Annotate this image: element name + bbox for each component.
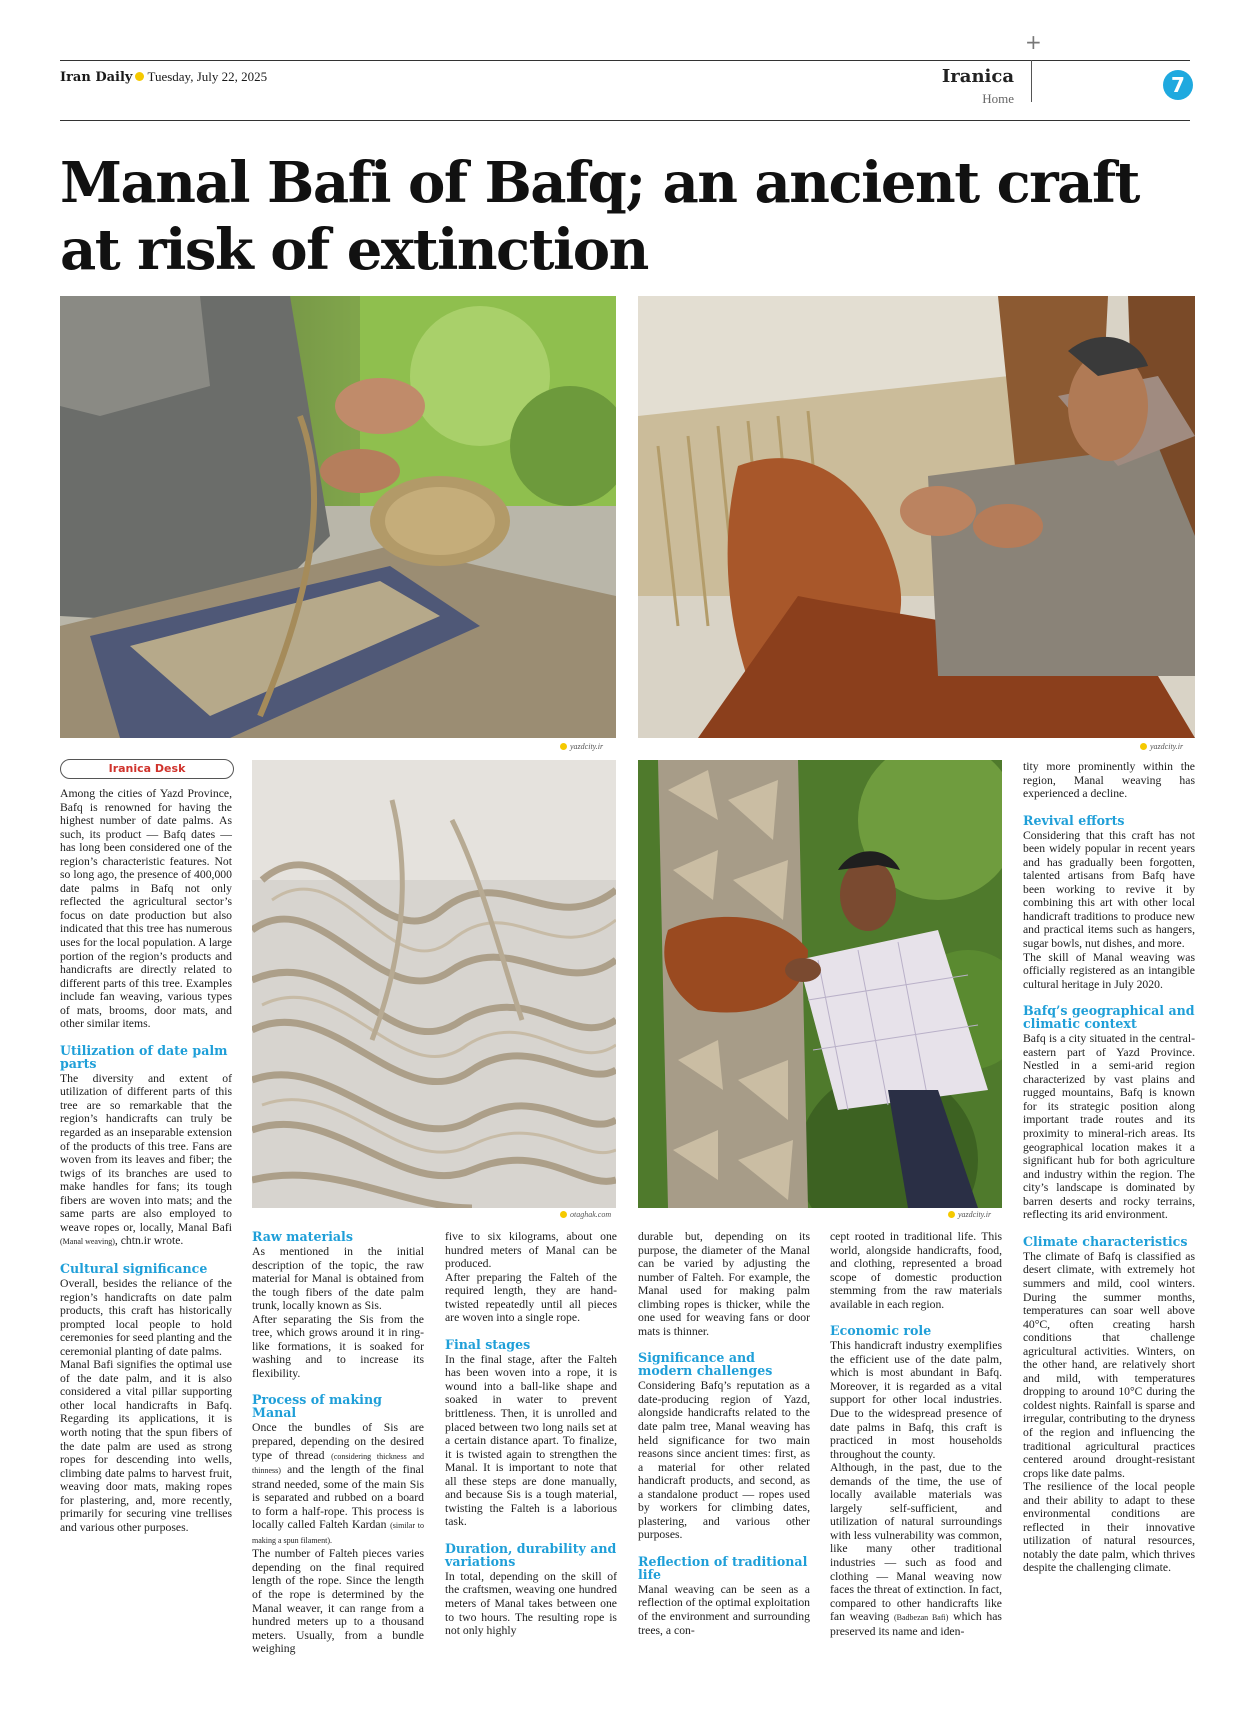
subheading-economic: Economic role (830, 1323, 932, 1339)
subheading-raw-materials: Raw materials (252, 1229, 353, 1244)
paragraph: durable but, depending on its purpose, the diameter of the Manal can be varied by adjusting the number of Falteh. For example, the Manal used for making palm climbing ropes is thicker, while the one used for weaving fans or door mats is thinner. (638, 1230, 810, 1338)
article-column-2 (252, 1230, 424, 1656)
paragraph: The resilience of the local people and their ability to adapt to these environmental conditions are reflected in their innovative utilization of natural resources, notably the date palm, which thrives despite the challenging climate. (1023, 1480, 1195, 1575)
article-column-4 (638, 1230, 810, 1637)
subheading-process: Process of making Manal (252, 1392, 382, 1421)
subheading-duration: Duration, durability and variations (445, 1540, 617, 1569)
header-divider (1031, 60, 1032, 102)
photo-rope-twisting (60, 296, 616, 738)
article-column-6 (1023, 760, 1195, 1575)
photo-fiber-separating-image (638, 296, 1195, 738)
paragraph: Considering that this craft has not been widely popular in recent years and has gradually been forgotten, talented artisans from Bafq have been working to revive it by combining this art with other local handicraft traditions to produce new and practical items such as hangers, sugar bowls, nut dishes, and more. (1023, 828, 1195, 951)
paragraph: In the final stage, after the Falteh has been woven into a rope, it is wound into a ball-like shape and soaked in water to prevent brittleness. Then, it is unrolled and placed between two long nails set at a certain distance apart. To finalize, it is twisted again to strengthen the Manal. It is important to note that all these steps are done manually, and because Sis is a tough material, twisting the Falteh is a laborious task. (445, 1352, 617, 1529)
section-label (942, 66, 1014, 107)
paragraph (830, 1461, 1002, 1638)
credit-dot-icon (948, 1211, 955, 1218)
crop-mark-icon: + (1025, 30, 1042, 54)
paragraph: This handicraft industry exemplifies the efficient use of the date palm, which is most abundant in Bafq. Moreover, it is regarded as a vital support for other local industries. Due to the widespread presence of date palms in Bafq, this craft is practiced in most households throughout the county. (830, 1339, 1002, 1461)
photo-credit-2 (1140, 742, 1183, 751)
credit-dot-icon (560, 743, 567, 750)
photo-coiled-ropes-image (252, 760, 616, 1208)
paragraph: tity more prominently within the region, Manal weaving has experienced a decline. (1023, 760, 1195, 801)
subheading-significance: Significance and modern challenges (638, 1350, 773, 1379)
paragraph-note: (Manal weaving) (60, 1237, 115, 1247)
paragraph: Manal Bafi signifies the optimal use of the date palm, and it is also considered a vital pillar supporting other local handicrafts in Bafq. Regarding its applications, it is worth noting that the spun fibers of the date palm are used as strong ropes for descending into wells, climbing date palms to harvest fruit, weaving door mats, making ropes for plastering, and, more recently, primarily for securing vine trellises and various other purposes. (60, 1358, 232, 1534)
subheading-climate: Climate characteristics (1023, 1233, 1188, 1249)
photo-coiled-ropes (252, 760, 616, 1208)
header-top-rule (60, 60, 1190, 61)
paragraph: In total, depending on the skill of the craftsmen, weaving one hundred meters of Manal takes between one to two hours. The resulting rope is not only highly (445, 1569, 617, 1638)
subheading-geography: Bafq’s geographical and climatic context (1023, 1003, 1195, 1032)
header-masthead (60, 69, 267, 85)
subheading-reflection: Reflection of traditional life (638, 1553, 808, 1582)
byline-badge: Iranica Desk (60, 759, 234, 779)
photo-credit-1 (560, 742, 603, 751)
photo-credit-1-text: yazdcity.ir (570, 742, 604, 751)
subheading-cultural: Cultural significance (60, 1260, 208, 1276)
paragraph: Bafq is a city situated in the central-eastern part of Yazd Province. Nestled in a semi-arid region characterized by vast plains and rugged mountains, Bafq is known for its strategic position along important trade routes and its proximity to mineral-rich areas. Its geographical location makes it a significant hub for both agriculture and industry within the region. The city’s landscape is dominated by barren deserts and rocky terrains, reflecting its arid environment. (1023, 1032, 1195, 1222)
paragraph-text: The diversity and extent of utilization of different parts of this tree are so remarkable that the region’s handicrafts can truly be regarded as an inseparable extension of the products of this tree. Fans are woven from its leaves and fiber; the twigs of its branches are used to make handles for fans; its tough fibers are woven into mats; and the same parts are also employed to weave ropes or, locally, Manal Bafi (60, 1071, 232, 1234)
paragraph: five to six kilograms, about one hundred meters of Manal can be produced. (445, 1230, 617, 1271)
photo-credit-3-text: otaghak.com (570, 1210, 612, 1219)
photo-credit-2-text: yazdcity.ir (1150, 742, 1184, 751)
paragraph (60, 1072, 232, 1249)
paragraph-text: and the length of the final strand needed, some of the main Sis is separated and rubbed on a board to form a half-rope. This process is locally called Falteh Kardan (252, 1463, 424, 1532)
article-column-1 (60, 787, 232, 1534)
article-title: Manal Bafi of Bafq; an ancient craft at risk of extinction (60, 150, 1139, 283)
photo-rope-twisting-image (60, 296, 616, 738)
paragraph: After separating the Sis from the tree, which grows around it in ring-like formations, it is soaked for washing and to increase its flexibility. (252, 1312, 424, 1380)
credit-dot-icon (1140, 743, 1147, 750)
paragraph: The skill of Manal weaving was officially registered as an intangible cultural heritage in July 2020. (1023, 950, 1195, 991)
article-column-5 (830, 1230, 1002, 1638)
paragraph: After preparing the Falteh of the required length, they are hand-twisted repeatedly until all pieces are woven into a single rope. (445, 1270, 617, 1325)
paragraph: Among the cities of Yazd Province, Bafq is renowned for having the highest number of date palms. As such, its product — Bafq dates — has long been considered one of the region’s characteristic features. Not so long ago, the presence of 400,000 date palms in Bafq not only reflected the agricultural sector’s focus on date production but also indicated that this tree has numerous uses for the local population. A large portion of the region’s products and handicrafts are directly related to different parts of this tree. Examples include fan weaving, various types of mats, brooms, door mats, and other similar items. (60, 787, 232, 1031)
paragraph (252, 1421, 424, 1547)
subsection-name: Home (982, 91, 1014, 106)
paragraph: The number of Falteh pieces varies depending on the final required length of the rope. Since the length of the rope is determined by the Manal weaver, it can range from a hundred meters up to a thousand meters. Usually, from a bundle weighing (252, 1547, 424, 1656)
paragraph-text: Although, in the past, due to the demands of the time, the use of locally available materials was largely self-sufficient, and utilization of natural surroundings with less vulnerability was common, like many other traditional industries — such as food and clothing — Manal weaving now faces the threat of extinction. In fact, compared to other handicrafts like fan weaving (830, 1461, 1002, 1624)
paragraph: cept rooted in traditional life. This world, alongside handicrafts, food, and clothing, represented a broad scope of domestic production stemming from the raw materials available in each region. (830, 1230, 1002, 1311)
subheading-revival: Revival efforts (1023, 812, 1125, 828)
paragraph-text: which has preserved its name and iden- (830, 1610, 1002, 1638)
paragraph-note: (similar to making a spun filament). (252, 1521, 425, 1545)
paragraph: As mentioned in the initial description of the topic, the raw material for Manal is obtained from the tough fibers of the date palm trunk, locally known as Sis. (252, 1245, 424, 1313)
page-number-badge: 7 (1163, 70, 1193, 100)
paragraph: The climate of Bafq is classified as desert climate, with extremely hot summers and mild, cool winters. During the summer months, temperatures can soar well above 40°C, often creating harsh conditions that challenge agricultural activities. Winters, on the other hand, are relatively short and mild, with temperatures dropping to around 10°C during the coldest nights. Rainfall is sparse and irregular, contributing to the dryness of the region and influencing the traditional agricultural practices centered around drought-resistant crops like date palms. (1023, 1249, 1195, 1480)
paragraph-text: , chtn.ir wrote. (114, 1234, 184, 1248)
photo-credit-4 (948, 1210, 991, 1219)
header-bottom-rule (60, 120, 1190, 121)
photo-credit-4-text: yazdcity.ir (958, 1210, 992, 1219)
paper-name: Iran Daily (60, 70, 133, 85)
paragraph: Considering Bafq’s reputation as a date-producing region of Yazd, alongside handicrafts related to the date palm tree, Manal weaving has held significance for two main reasons since ancient times: first, as a material for other related handicraft products, and second, as a standalone product — ropes used by workers for climbing dates, plastering, and various other purposes. (638, 1379, 810, 1542)
article-column-3 (445, 1230, 617, 1638)
credit-dot-icon (560, 1211, 567, 1218)
paragraph: Overall, besides the reliance of the region’s handicrafts on date palm products, this craft has historically prompted local people to hold ceremonies for seed planting and the ceremonial planting of date palms. (60, 1276, 232, 1358)
photo-palm-trunk (638, 760, 1002, 1208)
photo-credit-3 (560, 1210, 611, 1219)
paragraph-text: Once the bundles of Sis are prepared, depending on the desired type of thread (252, 1421, 424, 1462)
subheading-final-stages: Final stages (445, 1336, 531, 1352)
subheading-utilization: Utilization of date palm parts (60, 1042, 228, 1071)
bullet-dot-icon (135, 72, 144, 81)
paragraph-note: (Badbezan Bafi) (893, 1613, 949, 1623)
paragraph-note: (considering thickness and thinness) (252, 1451, 425, 1476)
paragraph: Manal weaving can be seen as a reflection of the optimal exploitation of the environment and surrounding trees, a con- (638, 1582, 811, 1637)
section-name: Iranica (941, 66, 1014, 87)
issue-date: Tuesday, July 22, 2025 (147, 69, 268, 84)
photo-palm-trunk-image (638, 760, 1002, 1208)
photo-fiber-separating (638, 296, 1195, 738)
